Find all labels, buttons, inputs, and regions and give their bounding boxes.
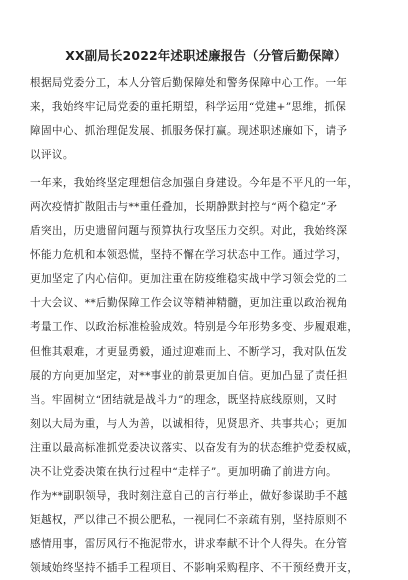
document-title: XX副局长2022年述职述廉报告（分管后勤保障）: [65, 48, 347, 63]
document-body: [30, 71, 382, 580]
text-line: 怀能力危机和本领恐慌，坚持不懈在学习状态中工作。通过学习，: [30, 249, 348, 262]
text-line: 感情用事，雷厉风行不拖泥带水，讲求奉献不计个人得失。在分管: [30, 537, 348, 550]
text-line: 两次疫情扩散阻击与**重任叠加，长期静默封控与“两个稳定”矛: [30, 201, 338, 214]
text-line: 以评议。: [30, 149, 74, 162]
text-line: 作为**副职领导，我时刻注意自己的言行举止，做好参谋助手不越: [30, 489, 348, 502]
text-line: 但惟其艰难，才更显勇毅，通过迎难而上、不断学习，我对队伍发: [30, 345, 348, 358]
text-line: 决不让党委决策在执行过程中“走样子”。更加明确了前进方向。: [30, 465, 338, 478]
text-line: 根据局党委分工，本人分管后勤保障处和警务保障中心工作。一年: [30, 77, 348, 89]
text-line: 来，我始终牢记局党委的重托期望，科学运用“党建+”思维，抓保: [30, 101, 347, 114]
text-line: 十大会议、**后勤保障工作会议等精神精髓，更加注重以政治视角: [30, 297, 348, 310]
text-line: 领域始终坚持不插手工程项目、不影响采购程序、不干预经费开支，: [30, 561, 359, 574]
text-line: 注重以最高标准抓党委决议落实、以奋发有为的状态维护党委权威，: [30, 441, 359, 454]
text-line: 一年来，我始终坚定理想信念加强自身建设。今年是不平凡的一年，: [30, 177, 359, 190]
text-line: 展的方向更加坚定，对**事业的前景更加自信。更加凸显了责任担: [30, 369, 348, 382]
text-line: 更加坚定了内心信仰。更加注重在防疫维稳实战中学习领会党的二: [30, 273, 348, 286]
text-line: 盾突出，历史遗留问题与预算执行攻坚压力交织。对此，我始终深: [30, 225, 348, 238]
text-line: 矩越权，严以律己不损公肥私，一视同仁不亲疏有别，坚持原则不: [30, 513, 348, 526]
text-line: 刻以大局为重，与人为善，以诚相待，见贤思齐、共事共心；更加: [30, 417, 348, 430]
text-line: 障固中心、抓治理促发展、抓服务保打赢。现述职述廉如下，请予: [30, 125, 348, 138]
text-line: 当。牢固树立“团结就是战斗力”的理念，既坚持底线原则，又时: [30, 393, 338, 406]
text-line: 考量工作、以政治标准检验成效。特别是今年形势多变、步履艰难，: [30, 321, 359, 334]
